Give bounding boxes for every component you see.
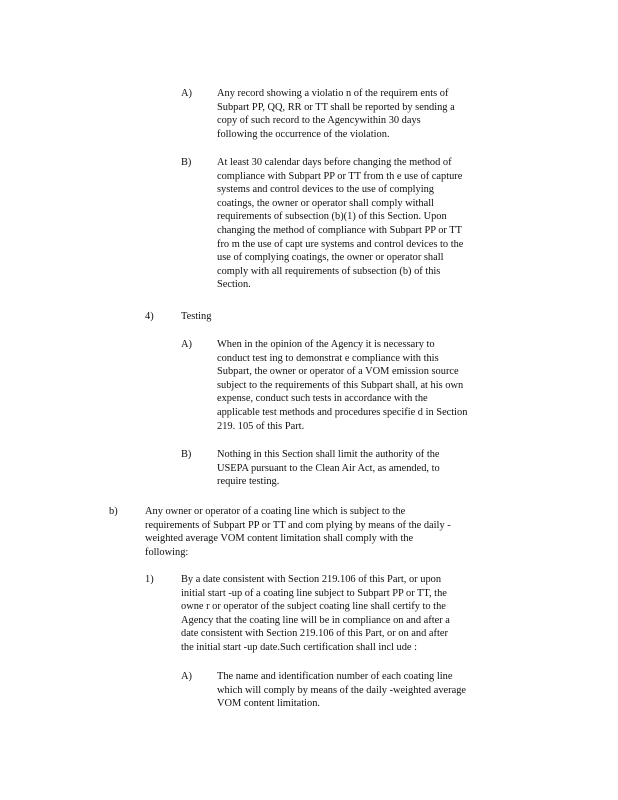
text-line: requirements of subsection (b)(1) of this Section. Upon	[217, 211, 447, 223]
text-line: comply with all requirements of subsection (b) of this	[217, 265, 441, 277]
text-line: Nothing in this Section shall limit the authority of the	[217, 449, 440, 460]
text-line: expense, conduct such tests in accordance with the	[217, 393, 428, 405]
text-line: following the occurrence of the violation.	[217, 128, 390, 140]
item-label: B)	[181, 157, 192, 168]
item-text	[145, 505, 451, 559]
item-text	[217, 338, 467, 433]
text-line: which will comply by means of the daily -weighted average	[217, 684, 467, 696]
item-text	[181, 310, 211, 324]
text-line: weighted average VOM content limitation shall comply with the	[145, 533, 414, 545]
text-line: compliance with Subpart PP or TT from th e use of capture	[217, 170, 463, 182]
item-text	[181, 573, 450, 655]
text-line: initial start -up of a coating line subject to Subpart PP or TT, the	[181, 587, 447, 599]
text-line: fro m the use of capt ure systems and control devices to the	[217, 238, 464, 250]
text-line: date consistent with Section 219.106 of this Part, or on and after	[181, 628, 448, 640]
item-label: B)	[181, 449, 192, 460]
text-line: conduct test ing to demonstrat e compliance with this	[217, 352, 439, 364]
text-line: owne r or operator of the subject coating line shall certify to the	[181, 601, 446, 613]
text-line: changing the method of compliance with Subpart PP or TT	[217, 224, 463, 236]
text-line: require testing.	[217, 476, 280, 488]
text-line: Subpart PP, QQ, RR or TT shall be reported by sending a	[217, 101, 455, 113]
text-line: The name and identification number of each coating line	[217, 671, 453, 682]
text-line: coatings, the owner or operator shall comply withall	[217, 197, 434, 209]
text-line: copy of such record to the Agencywithin 30 days	[217, 115, 421, 127]
text-line: requirements of Subpart PP or TT and com plying by means of the daily -	[145, 519, 451, 531]
item-text	[217, 87, 455, 141]
text-line: Section.	[217, 279, 251, 291]
text-line: Any owner or operator of a coating line which is subject to the	[145, 506, 406, 517]
item-label: A)	[181, 88, 192, 99]
item-text	[217, 156, 463, 292]
text-line: Subpart, the owner or operator of a VOM emission source	[217, 366, 459, 378]
item-label: A)	[181, 671, 192, 682]
item-text	[217, 448, 440, 489]
text-line: Any record showing a violatio n of the requirem ents of	[217, 88, 449, 99]
section-heading: Testing	[181, 311, 212, 322]
text-line: use of complying coatings, the owner or operator shall	[217, 252, 444, 264]
text-line: When in the opinion of the Agency it is necessary to	[217, 339, 435, 350]
text-line: By a date consistent with Section 219.106 of this Part, or upon	[181, 574, 442, 585]
text-line: following:	[145, 546, 189, 558]
item-label: 1)	[145, 574, 154, 585]
item-label: b)	[109, 506, 118, 517]
item-text	[217, 670, 466, 711]
text-line: applicable test methods and procedures specifie d in Section	[217, 406, 468, 418]
text-line: VOM content limitation.	[217, 698, 321, 710]
item-label: A)	[181, 339, 192, 350]
text-line: the initial start -up date.Such certification shall incl ude :	[181, 641, 418, 653]
item-label: 4)	[145, 311, 154, 322]
text-line: 219. 105 of this Part.	[217, 420, 305, 432]
text-line: USEPA pursuant to the Clean Air Act, as amended, to	[217, 462, 440, 474]
text-line: subject to the requirements of this Subpart shall, at his own	[217, 379, 464, 391]
text-line: systems and control devices to the use of complying	[217, 184, 435, 196]
text-line: At least 30 calendar days before changing the method of	[217, 157, 452, 168]
text-line: Agency that the coating line will be in compliance on and after a	[181, 614, 450, 626]
